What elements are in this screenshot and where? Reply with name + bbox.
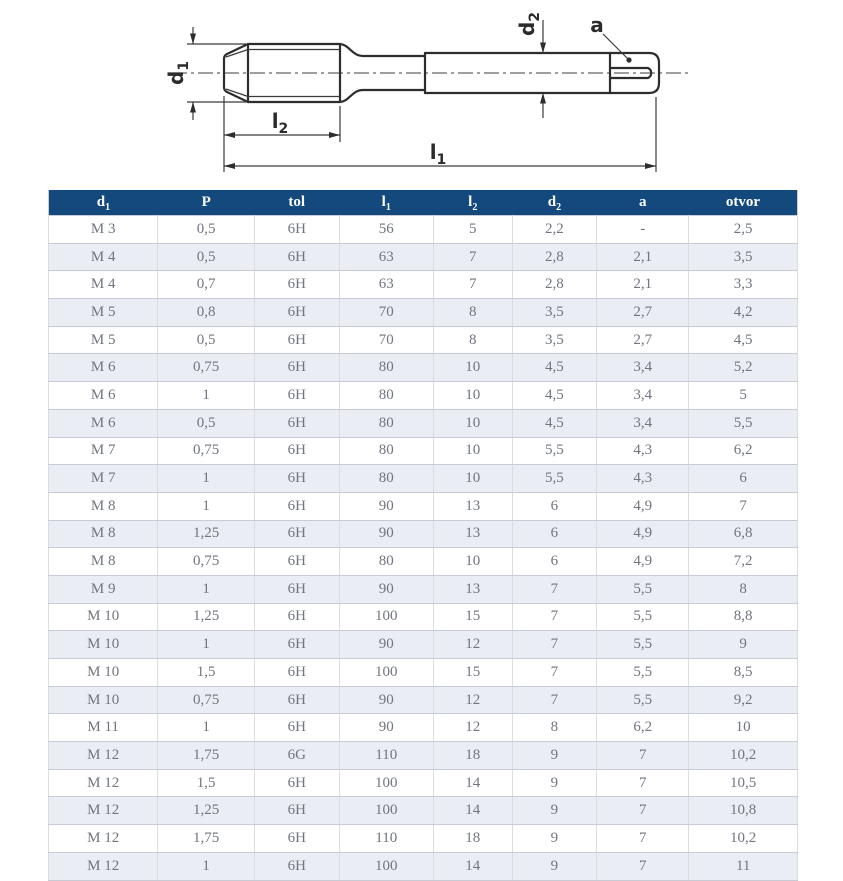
cell-otvor: 4,2	[689, 299, 798, 327]
table-row	[49, 492, 798, 520]
cell-tol: 6H	[254, 797, 339, 825]
cell-d1: M 6	[49, 382, 158, 410]
cell-tol: 6H	[254, 243, 339, 271]
cell-a: 2,7	[597, 299, 689, 327]
cell-d1: M 12	[49, 825, 158, 853]
table-row	[49, 575, 798, 603]
cell-a: 7	[597, 797, 689, 825]
cell-l1: 63	[339, 243, 433, 271]
cell-a: 5,5	[597, 603, 689, 631]
column-header-l1: $l_1$	[339, 190, 433, 216]
table-row	[49, 686, 798, 714]
cell-p: 1	[158, 465, 255, 493]
cell-tol: 6H	[254, 575, 339, 603]
cell-d2: 6	[512, 520, 597, 548]
cell-otvor: 10	[689, 714, 798, 742]
cell-d1: M 10	[49, 631, 158, 659]
cell-l2: 10	[433, 382, 512, 410]
cell-d1: M 6	[49, 354, 158, 382]
cell-p: 0,75	[158, 548, 255, 576]
cell-otvor: 6	[689, 465, 798, 493]
cell-l2: 13	[433, 492, 512, 520]
cell-d2: 2,2	[512, 216, 597, 244]
cell-a: 4,9	[597, 548, 689, 576]
cell-l2: 18	[433, 825, 512, 853]
cell-a: 4,3	[597, 465, 689, 493]
cell-otvor: 9,2	[689, 686, 798, 714]
cell-tol: 6H	[254, 326, 339, 354]
column-header-d2: $d_2$	[512, 190, 597, 216]
technical-drawing	[0, 0, 843, 190]
cell-l2: 10	[433, 465, 512, 493]
table-row	[49, 714, 798, 742]
cell-tol: 6H	[254, 299, 339, 327]
cell-d1: M 4	[49, 271, 158, 299]
cell-l2: 18	[433, 742, 512, 770]
cell-l1: 90	[339, 631, 433, 659]
cell-p: 0,8	[158, 299, 255, 327]
cell-a: 2,1	[597, 271, 689, 299]
cell-d2: 2,8	[512, 271, 597, 299]
cell-otvor: 8,5	[689, 659, 798, 687]
cell-d1: M 12	[49, 797, 158, 825]
cell-d1: M 6	[49, 409, 158, 437]
table-row	[49, 520, 798, 548]
cell-d1: M 3	[49, 216, 158, 244]
cell-l1: 100	[339, 659, 433, 687]
cell-tol: 6H	[254, 409, 339, 437]
cell-l1: 110	[339, 742, 433, 770]
cell-p: 1,5	[158, 769, 255, 797]
cell-l1: 80	[339, 382, 433, 410]
table-row	[49, 299, 798, 327]
a-leader-line	[603, 34, 629, 60]
cell-a: 3,4	[597, 354, 689, 382]
cell-tol: 6H	[254, 659, 339, 687]
cell-tol: 6H	[254, 548, 339, 576]
table-row	[49, 382, 798, 410]
cell-l2: 12	[433, 714, 512, 742]
cell-l1: 70	[339, 326, 433, 354]
cell-d2: 7	[512, 686, 597, 714]
cell-p: 1	[158, 631, 255, 659]
cell-tol: 6H	[254, 520, 339, 548]
cell-d2: 3,5	[512, 299, 597, 327]
cell-p: 1,5	[158, 659, 255, 687]
cell-d2: 4,5	[512, 409, 597, 437]
cell-l1: 90	[339, 492, 433, 520]
cell-l1: 80	[339, 437, 433, 465]
cell-d2: 7	[512, 631, 597, 659]
cell-a: 2,1	[597, 243, 689, 271]
cell-d1: M 10	[49, 686, 158, 714]
cell-a: 4,9	[597, 520, 689, 548]
column-header-a: a	[597, 190, 689, 216]
cell-l2: 15	[433, 659, 512, 687]
cell-d1: M 7	[49, 437, 158, 465]
cell-a: 3,4	[597, 382, 689, 410]
cell-otvor: 10,2	[689, 742, 798, 770]
cell-l2: 10	[433, 437, 512, 465]
cell-d1: M 4	[49, 243, 158, 271]
cell-otvor: 7	[689, 492, 798, 520]
cell-otvor: 3,3	[689, 271, 798, 299]
cell-l1: 80	[339, 354, 433, 382]
cell-a: 5,5	[597, 631, 689, 659]
cell-p: 0,5	[158, 409, 255, 437]
cell-l2: 8	[433, 299, 512, 327]
table-row	[49, 825, 798, 853]
cell-otvor: 4,5	[689, 326, 798, 354]
table-row	[49, 271, 798, 299]
cell-d1: M 9	[49, 575, 158, 603]
cell-otvor: 10,2	[689, 825, 798, 853]
cell-tol: 6H	[254, 271, 339, 299]
d1-label: $d_1$	[164, 60, 192, 86]
cell-p: 1,75	[158, 742, 255, 770]
cell-l2: 14	[433, 852, 512, 880]
cell-p: 1	[158, 382, 255, 410]
cell-p: 1,25	[158, 520, 255, 548]
cell-tol: 6H	[254, 492, 339, 520]
dimension-l2	[224, 96, 340, 172]
cell-l1: 70	[339, 299, 433, 327]
cell-p: 1,25	[158, 797, 255, 825]
cell-tol: 6H	[254, 686, 339, 714]
table-row	[49, 216, 798, 244]
column-header-d1: $d_1$	[49, 190, 158, 216]
d2-label: $d_2$	[515, 11, 543, 37]
cell-d1: M 8	[49, 492, 158, 520]
l1-label: $l_1$	[429, 140, 447, 168]
table-row	[49, 548, 798, 576]
cell-l1: 56	[339, 216, 433, 244]
cell-d1: M 7	[49, 465, 158, 493]
column-header-l2: $l_2$	[433, 190, 512, 216]
cell-tol: 6H	[254, 382, 339, 410]
cell-p: 0,75	[158, 437, 255, 465]
cell-otvor: 6,8	[689, 520, 798, 548]
cell-l2: 12	[433, 686, 512, 714]
cell-a: 4,9	[597, 492, 689, 520]
cell-d2: 5,5	[512, 437, 597, 465]
cell-l2: 7	[433, 243, 512, 271]
cell-l2: 14	[433, 769, 512, 797]
column-header-p: P	[158, 190, 255, 216]
cell-p: 1,25	[158, 603, 255, 631]
cell-tol: 6H	[254, 216, 339, 244]
cell-p: 1	[158, 714, 255, 742]
cell-d2: 9	[512, 769, 597, 797]
cell-d2: 6	[512, 492, 597, 520]
cell-otvor: 7,2	[689, 548, 798, 576]
cell-otvor: 3,5	[689, 243, 798, 271]
table-row	[49, 631, 798, 659]
cell-tol: 6H	[254, 714, 339, 742]
cell-l2: 10	[433, 354, 512, 382]
cell-d2: 3,5	[512, 326, 597, 354]
cell-l1: 80	[339, 548, 433, 576]
table-row	[49, 797, 798, 825]
cell-a: 6,2	[597, 714, 689, 742]
table-row	[49, 852, 798, 880]
table-row	[49, 769, 798, 797]
column-header-otvor: otvor	[689, 190, 798, 216]
cell-l1: 90	[339, 575, 433, 603]
cell-l1: 110	[339, 825, 433, 853]
cell-p: 0,5	[158, 243, 255, 271]
cell-a: 3,4	[597, 409, 689, 437]
cell-otvor: 8	[689, 575, 798, 603]
cell-l1: 90	[339, 520, 433, 548]
cell-otvor: 5	[689, 382, 798, 410]
table-header-row	[49, 190, 798, 216]
cell-l1: 80	[339, 465, 433, 493]
cell-a: 7	[597, 852, 689, 880]
table-row	[49, 409, 798, 437]
cell-p: 0,75	[158, 354, 255, 382]
cell-l2: 13	[433, 520, 512, 548]
dimensions-table	[48, 190, 798, 881]
cell-otvor: 2,5	[689, 216, 798, 244]
cell-d2: 9	[512, 825, 597, 853]
cell-d1: M 10	[49, 659, 158, 687]
cell-d1: M 12	[49, 769, 158, 797]
cell-d2: 7	[512, 659, 597, 687]
cell-otvor: 11	[689, 852, 798, 880]
table-body	[49, 216, 798, 881]
cell-l2: 10	[433, 548, 512, 576]
cell-d2: 2,8	[512, 243, 597, 271]
cell-otvor: 5,2	[689, 354, 798, 382]
cell-d1: M 5	[49, 299, 158, 327]
column-header-tol: tol	[254, 190, 339, 216]
table-row	[49, 659, 798, 687]
cell-d2: 5,5	[512, 465, 597, 493]
cell-d1: M 5	[49, 326, 158, 354]
cell-l2: 15	[433, 603, 512, 631]
cell-l2: 12	[433, 631, 512, 659]
cell-a: 7	[597, 742, 689, 770]
cell-tol: 6H	[254, 852, 339, 880]
cell-d2: 6	[512, 548, 597, 576]
cell-d1: M 12	[49, 742, 158, 770]
cell-l2: 5	[433, 216, 512, 244]
cell-a: 5,5	[597, 659, 689, 687]
cell-tol: 6H	[254, 825, 339, 853]
cell-tol: 6H	[254, 465, 339, 493]
cell-p: 0,75	[158, 686, 255, 714]
table-row	[49, 243, 798, 271]
cell-a: -	[597, 216, 689, 244]
cell-d2: 4,5	[512, 354, 597, 382]
cell-l2: 7	[433, 271, 512, 299]
cell-a: 5,5	[597, 575, 689, 603]
cell-l1: 100	[339, 769, 433, 797]
cell-d2: 9	[512, 797, 597, 825]
cell-d1: M 8	[49, 548, 158, 576]
cell-tol: 6H	[254, 354, 339, 382]
cell-tol: 6H	[254, 631, 339, 659]
cell-l1: 100	[339, 797, 433, 825]
l2-label: $l_2$	[271, 109, 289, 137]
cell-otvor: 10,5	[689, 769, 798, 797]
cell-d2: 9	[512, 852, 597, 880]
cell-d1: M 10	[49, 603, 158, 631]
cell-l2: 13	[433, 575, 512, 603]
cell-p: 0,5	[158, 216, 255, 244]
cell-l1: 100	[339, 852, 433, 880]
cell-l1: 80	[339, 409, 433, 437]
cell-l2: 8	[433, 326, 512, 354]
cell-l1: 90	[339, 686, 433, 714]
cell-p: 0,7	[158, 271, 255, 299]
table-row	[49, 326, 798, 354]
a-label: a	[590, 13, 604, 37]
cell-l1: 90	[339, 714, 433, 742]
cell-tol: 6H	[254, 603, 339, 631]
cell-otvor: 8,8	[689, 603, 798, 631]
cell-d2: 4,5	[512, 382, 597, 410]
cell-d1: M 12	[49, 852, 158, 880]
cell-p: 0,5	[158, 326, 255, 354]
cell-p: 1	[158, 492, 255, 520]
cell-d2: 9	[512, 742, 597, 770]
tap-drawing-svg	[0, 0, 843, 190]
table-row	[49, 437, 798, 465]
cell-otvor: 6,2	[689, 437, 798, 465]
cell-a: 7	[597, 769, 689, 797]
cell-a: 5,5	[597, 686, 689, 714]
cell-l1: 63	[339, 271, 433, 299]
cell-tol: 6G	[254, 742, 339, 770]
cell-p: 1	[158, 852, 255, 880]
table-row	[49, 603, 798, 631]
cell-p: 1	[158, 575, 255, 603]
cell-a: 7	[597, 825, 689, 853]
table-row	[49, 354, 798, 382]
cell-tol: 6H	[254, 769, 339, 797]
table-row	[49, 465, 798, 493]
cell-l2: 10	[433, 409, 512, 437]
cell-a: 2,7	[597, 326, 689, 354]
cell-l2: 14	[433, 797, 512, 825]
cell-p: 1,75	[158, 825, 255, 853]
cell-l1: 100	[339, 603, 433, 631]
cell-d1: M 8	[49, 520, 158, 548]
cell-otvor: 10,8	[689, 797, 798, 825]
cell-tol: 6H	[254, 437, 339, 465]
cell-d2: 7	[512, 603, 597, 631]
cell-otvor: 5,5	[689, 409, 798, 437]
table-row	[49, 742, 798, 770]
cell-d1: M 11	[49, 714, 158, 742]
cell-otvor: 9	[689, 631, 798, 659]
cell-d2: 8	[512, 714, 597, 742]
dimension-d2	[515, 12, 546, 118]
cell-d2: 7	[512, 575, 597, 603]
a-leader-dot	[626, 57, 631, 62]
cell-a: 4,3	[597, 437, 689, 465]
